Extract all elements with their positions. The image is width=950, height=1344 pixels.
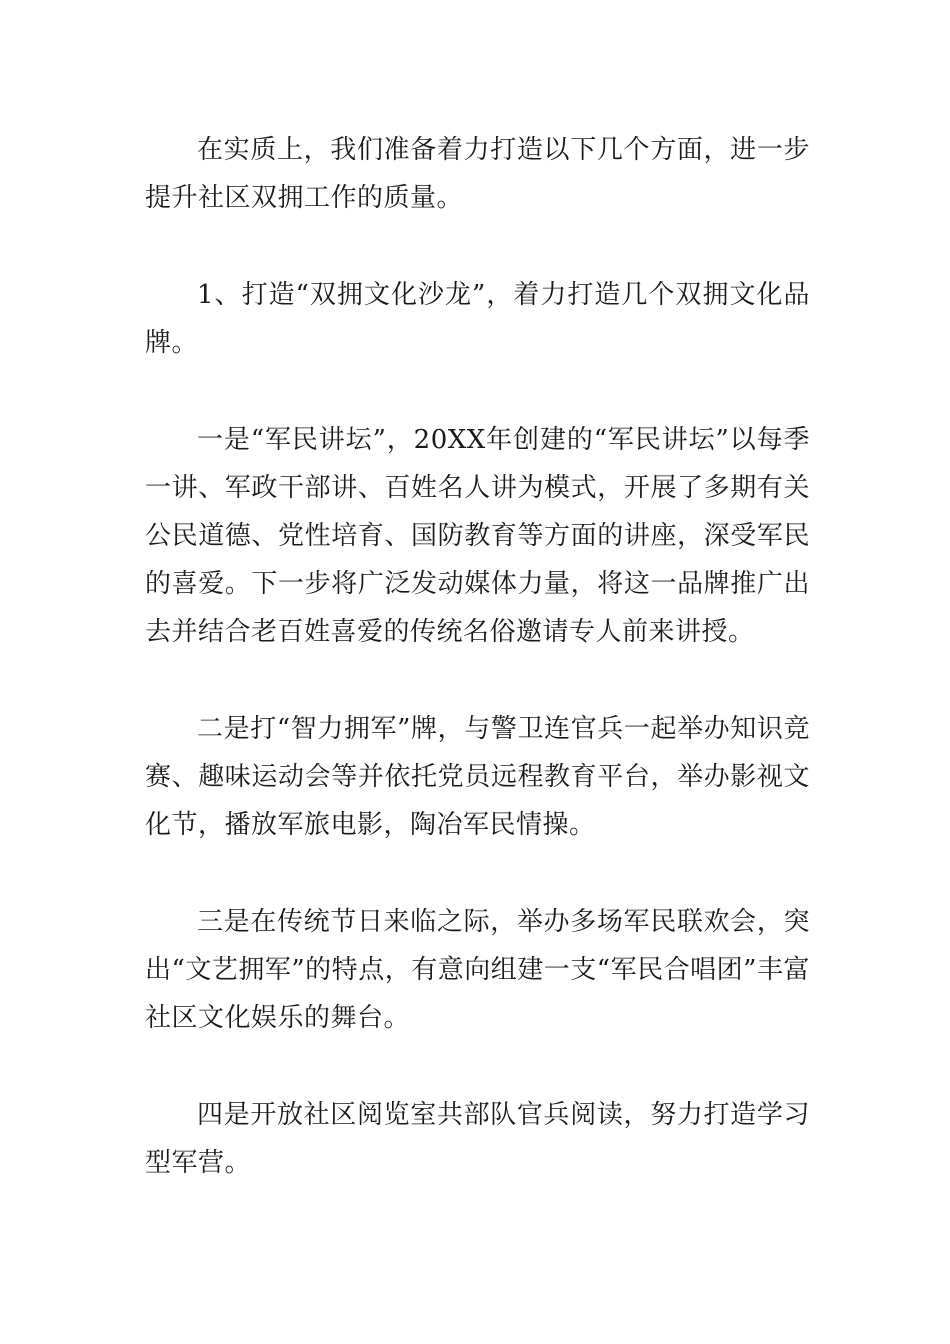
paragraph-military-forum: 一是“军民讲坛”，20XX年创建的“军民讲坛”以每季一讲、军政干部讲、百姓名人讲为模式，开展了多期有关公民道德、党性培育、国防教育等方面的讲座，深受军民的喜爱。下一步将广泛发动媒体力量，将这一品牌推广出去并结合老百姓喜爱的传统名俗邀请专人前来讲授。 bbox=[145, 425, 810, 647]
paragraph-festival-events: 三是在传统节日来临之际，举办多场军民联欢会，突出“文艺拥军”的特点，有意向组建一支“军民合唱团”丰富社区文化娱乐的舞台。 bbox=[145, 907, 810, 1033]
paragraph-reading-room: 四是开放社区阅览室共部队官兵阅读，努力打造学习型军营。 bbox=[145, 1100, 810, 1178]
paragraph-item-1: 1、打造“双拥文化沙龙”，着力打造几个双拥文化品牌。 bbox=[145, 280, 810, 358]
paragraph-intellectual-support: 二是打“智力拥军”牌，与警卫连官兵一起举办知识竞赛、趣味运动会等并依托党员远程教育平台，举办影视文化节，播放军旅电影，陶冶军民情操。 bbox=[145, 714, 810, 840]
document-body bbox=[145, 126, 810, 1236]
paragraph-intro: 在实质上，我们准备着力打造以下几个方面，进一步提升社区双拥工作的质量。 bbox=[145, 135, 810, 213]
